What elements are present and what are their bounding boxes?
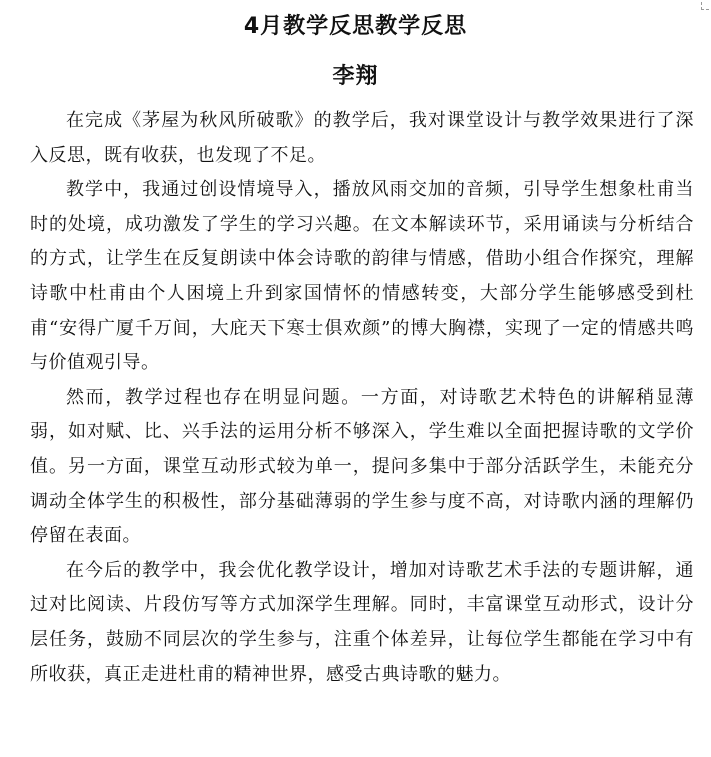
document-body [30,104,694,692]
document-title: 4月教学反思教学反思 [243,14,468,39]
paragraph-problems: 然而，教学过程也存在明显问题。一方面，对诗歌艺术特色的讲解稍显薄弱，如对赋、比、兴手法的运用分析不够深入，学生难以全面把握诗歌的文学价值。另一方面，课堂互动形式较为单一，提问多集中于部分活跃学生，未能充分调动全体学生的积极性，部分基础薄弱的学生参与度不高，对诗歌内涵的理解仍停留在表面。 [30,386,694,547]
page-corner-mark [701,2,709,10]
paragraph-teaching-process: 教学中，我通过创设情境导入，播放风雨交加的音频，引导学生想象杜甫当时的处境，成功激发了学生的学习兴趣。在文本解读环节，采用诵读与分析结合的方式，让学生在反复朗读中体会诗歌的韵律与情感，借助小组合作探究，理解诗歌中杜甫由个人困境上升到家国情怀的情感转变，大部分学生能够感受到杜甫“安得广厦千万间，大庇天下寒士俱欢颜”的博大胸襟，实现了一定的情感共鸣与价值观引导。 [30,179,694,374]
document-author: 李翔 [332,64,379,89]
paragraph-improvements: 在今后的教学中，我会优化教学设计，增加对诗歌艺术手法的专题讲解，通过对比阅读、片段仿写等方式加深学生理解。同时，丰富课堂互动形式，设计分层任务，鼓励不同层次的学生参与，注重个体差异，让每位学生都能在学习中有所收获，真正走进杜甫的精神世界，感受古典诗歌的魅力。 [30,559,694,685]
paragraph-intro: 在完成《茅屋为秋风所破歌》的教学后，我对课堂设计与教学效果进行了深入反思，既有收获，也发现了不足。 [30,110,694,166]
